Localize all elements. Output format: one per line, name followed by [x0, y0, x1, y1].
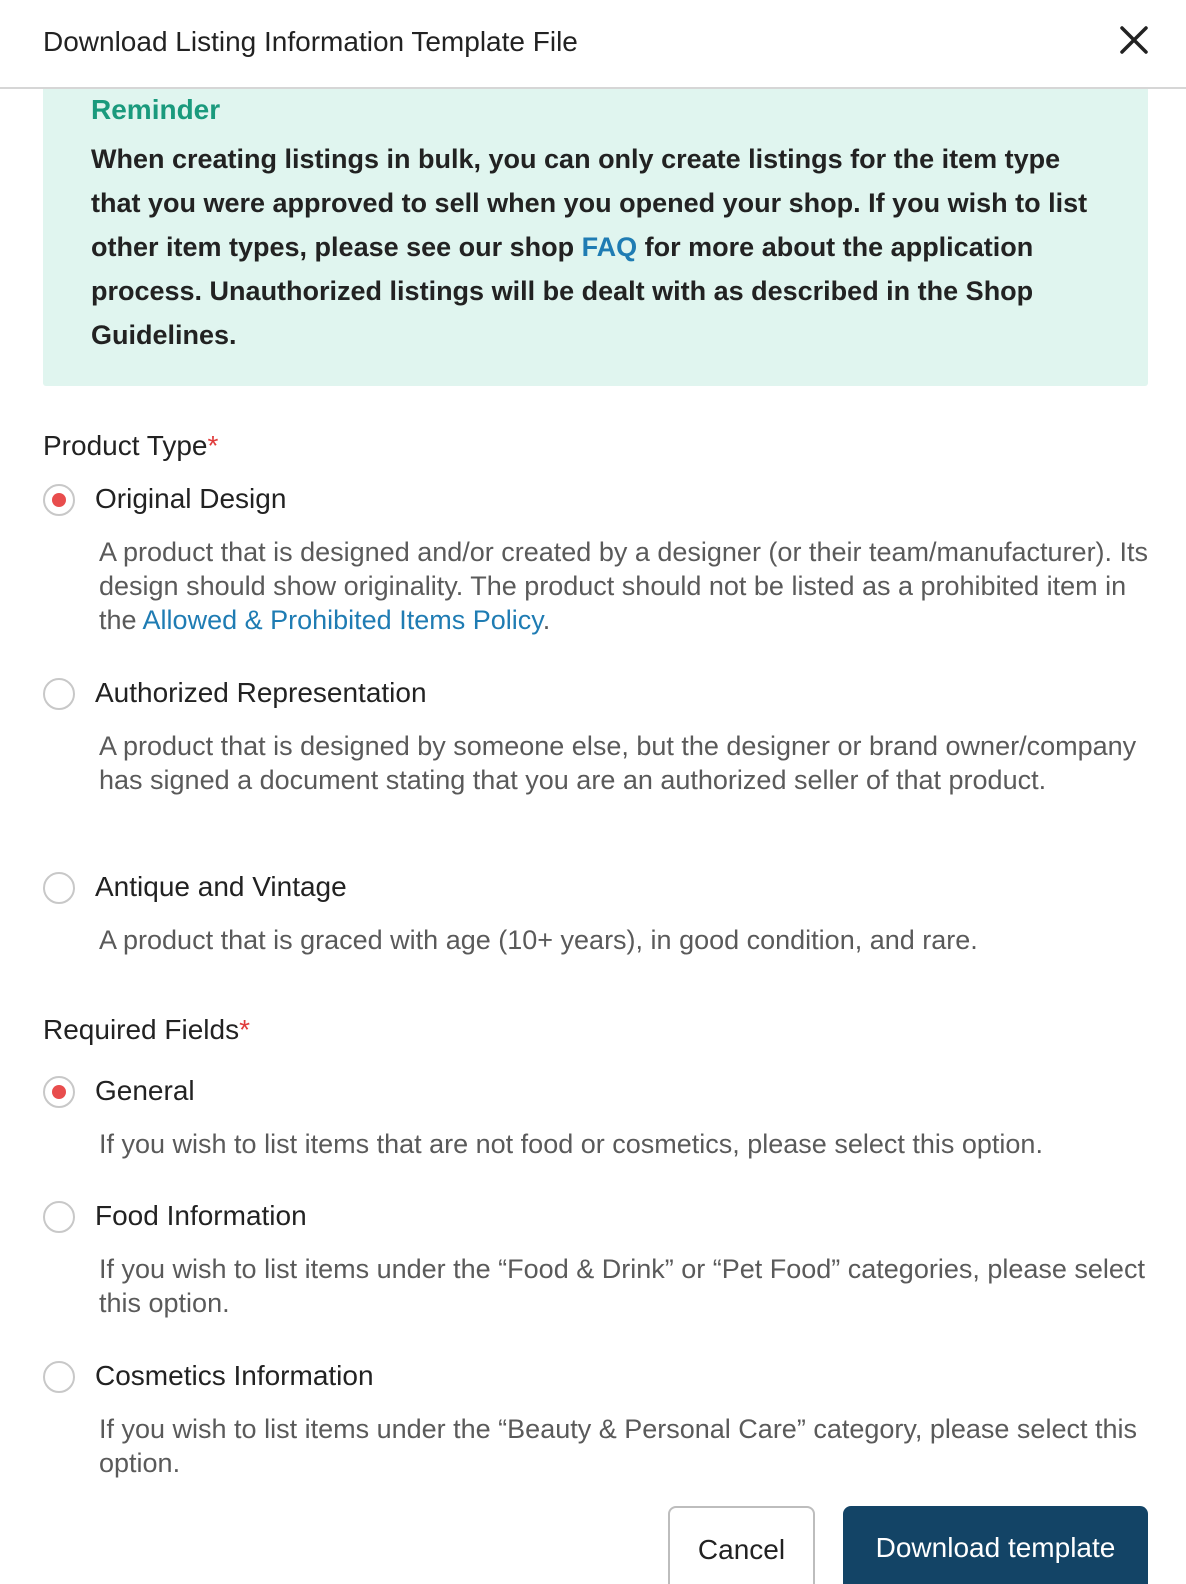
- option-label[interactable]: Cosmetics Information: [95, 1360, 374, 1391]
- option-desc-text: A product that is designed and/or created by a designer (or their team/manufacturer). Its design should show originality. The product should not be listed as a prohibited item in the: [99, 537, 1149, 635]
- product-type-label: [43, 430, 218, 462]
- product-type-label-text: Product Type: [43, 430, 208, 461]
- reminder-text-before-link: When creating listings in bulk, you can only create listings for the item type that you were approved to sell when you opened your shop. If you wish to list other item types, please see our shop: [91, 144, 1088, 262]
- radio-authorized-representation[interactable]: [43, 678, 75, 710]
- option-description: [99, 535, 1149, 637]
- reminder-box: [43, 89, 1148, 386]
- option-label[interactable]: Antique and Vintage: [95, 871, 347, 902]
- option-description: If you wish to list items that are not food or cosmetics, please select this option.: [99, 1129, 1043, 1159]
- radio-general[interactable]: [43, 1076, 75, 1108]
- dialog-title: Download Listing Information Template File: [43, 26, 578, 57]
- cancel-button-label: Cancel: [697, 1534, 786, 1565]
- option-label[interactable]: Food Information: [95, 1200, 307, 1231]
- option-desc-text-end: .: [542, 605, 551, 635]
- required-asterisk: *: [207, 430, 219, 461]
- reminder-text-after-link: for more about the application process. Unauthorized listings will be dealt with as described in the Shop Guidelines.: [91, 232, 1034, 350]
- radio-original-design[interactable]: [43, 484, 75, 516]
- download-template-button[interactable]: [843, 1506, 1148, 1584]
- option-description: If you wish to list items under the “Beauty & Personal Care” category, please select this option.: [99, 1414, 1137, 1478]
- required-fields-label-text: Required Fields: [43, 1014, 240, 1045]
- prohibited-items-policy-link[interactable]: Allowed & Prohibited Items Policy: [142, 605, 543, 635]
- option-label[interactable]: General: [95, 1075, 195, 1106]
- reminder-text: [91, 137, 1101, 357]
- close-icon[interactable]: [1116, 22, 1152, 58]
- required-fields-label: [43, 1014, 250, 1046]
- radio-antique-vintage[interactable]: [43, 872, 75, 904]
- option-description: A product that is graced with age (10+ years), in good condition, and rare.: [99, 925, 978, 955]
- option-label[interactable]: Authorized Representation: [95, 677, 427, 708]
- option-description: If you wish to list items under the “Food & Drink” or “Pet Food” categories, please select this option.: [99, 1254, 1145, 1318]
- required-asterisk: *: [239, 1014, 251, 1045]
- dialog-header: [0, 0, 1186, 89]
- option-label[interactable]: Original Design: [95, 483, 287, 514]
- download-button-label: Download template: [875, 1532, 1116, 1563]
- faq-link[interactable]: FAQ: [581, 232, 638, 262]
- radio-food-information[interactable]: [43, 1201, 75, 1233]
- reminder-title: Reminder: [91, 94, 221, 125]
- cancel-button[interactable]: [668, 1506, 815, 1584]
- option-description: A product that is designed by someone else, but the designer or brand owner/company has signed a document stating that you are an authorized seller of that product.: [99, 731, 1137, 795]
- radio-cosmetics-information[interactable]: [43, 1361, 75, 1393]
